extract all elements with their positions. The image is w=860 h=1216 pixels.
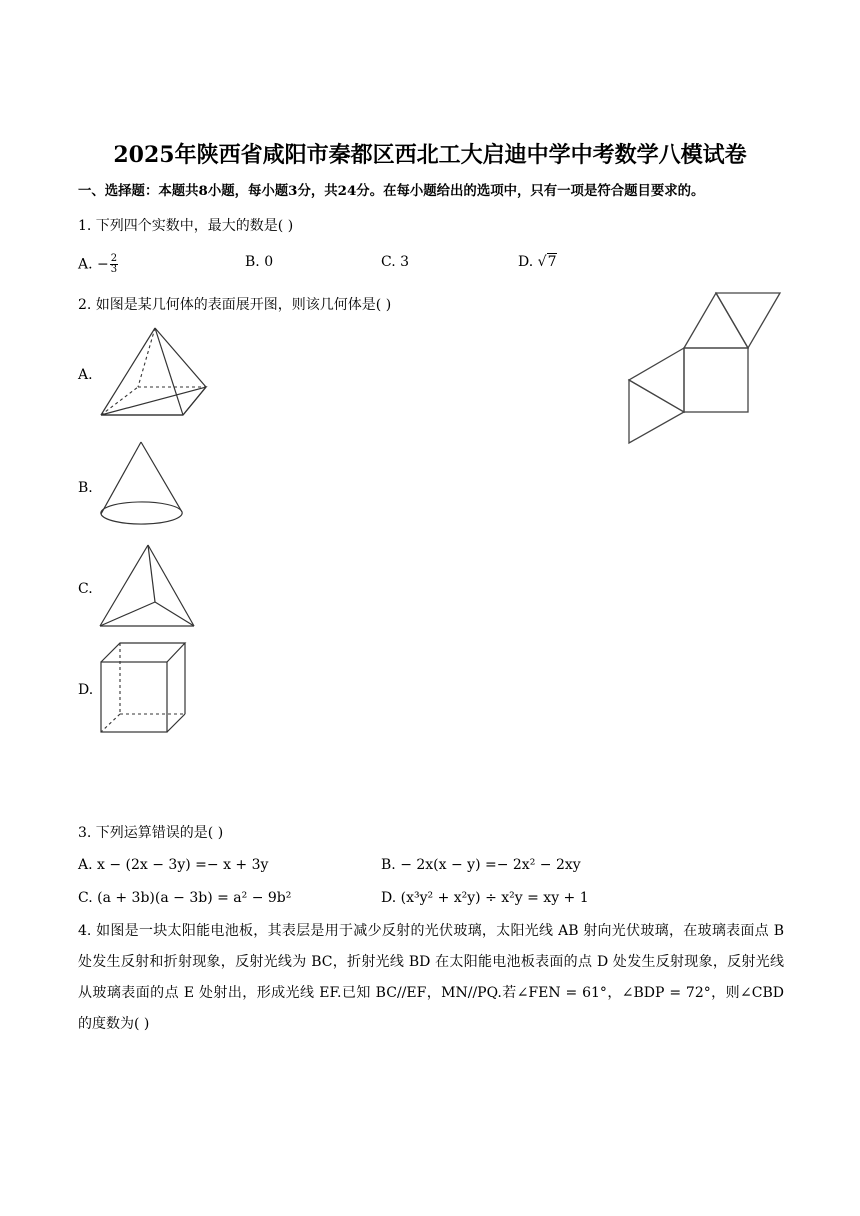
question-3-option-a: A. x − (2x − 3y) =− x + 3y: [78, 857, 269, 873]
option-a-sign: −: [97, 256, 109, 273]
pyramid-icon: [98, 325, 210, 420]
sqrt-radicand: 7: [547, 254, 557, 270]
triangular-pyramid-icon: [98, 543, 198, 631]
question-2-option-d: D.: [78, 682, 94, 698]
fraction-numerator: 2: [110, 253, 118, 264]
question-1-option-a: [78, 254, 118, 275]
fraction-denominator: 3: [110, 264, 118, 275]
net-figure: [620, 285, 790, 450]
page-title: 2025年陕西省咸阳市秦都区西北工大启迪中学中考数学八模试卷: [113, 142, 747, 168]
question-2-stem: 2. 如图是某几何体的表面展开图，则该几何体是( ): [78, 297, 392, 313]
question-3-option-c: C. (a + 3b)(a − 3b) = a² − 9b²: [78, 890, 292, 906]
question-2-option-a: A.: [78, 367, 93, 383]
question-3-stem: 3. 下列运算错误的是( ): [78, 825, 224, 841]
option-d-label: D.: [518, 254, 534, 270]
cube-icon: [98, 641, 190, 736]
question-1-stem: 1. 下列四个实数中，最大的数是( ): [78, 218, 294, 234]
option-a-label: A.: [78, 256, 93, 273]
question-4-text: 4. 如图是一块太阳能电池板，其表层是用于减少反射的光伏玻璃，太阳光线 AB 射向光伏玻璃，在玻璃表面点 B 处发生反射和折射现象，反射光线为 BC，折射光线 BD 在太阳能电池板表面的点 D 处发生反射现象，反射光线从玻璃表面的点 E 处射出，形成光线 EF.已知 BC//EF，MN//PQ.若∠FEN = 61°，∠BDP = 72°，则∠CBD 的度数为( ): [78, 923, 784, 1032]
option-a-fraction: [110, 254, 118, 275]
question-1-option-b: B. 0: [245, 254, 274, 270]
question-3-option-d: D. (x³y² + x²y) ÷ x²y = xy + 1: [381, 890, 589, 906]
section-heading: 一、选择题：本题共8小题，每小题3分，共24分。在每小题给出的选项中，只有一项是符合题目要求的。: [78, 183, 705, 199]
question-1-option-c: C. 3: [381, 254, 410, 270]
cone-icon: [98, 440, 188, 530]
question-3-option-b: B. − 2x(x − y) =− 2x² − 2xy: [381, 857, 581, 873]
question-2-option-b: B.: [78, 480, 93, 496]
sqrt-icon: √: [537, 254, 547, 270]
question-2-option-c: C.: [78, 581, 93, 597]
question-1-option-d: [518, 254, 557, 270]
